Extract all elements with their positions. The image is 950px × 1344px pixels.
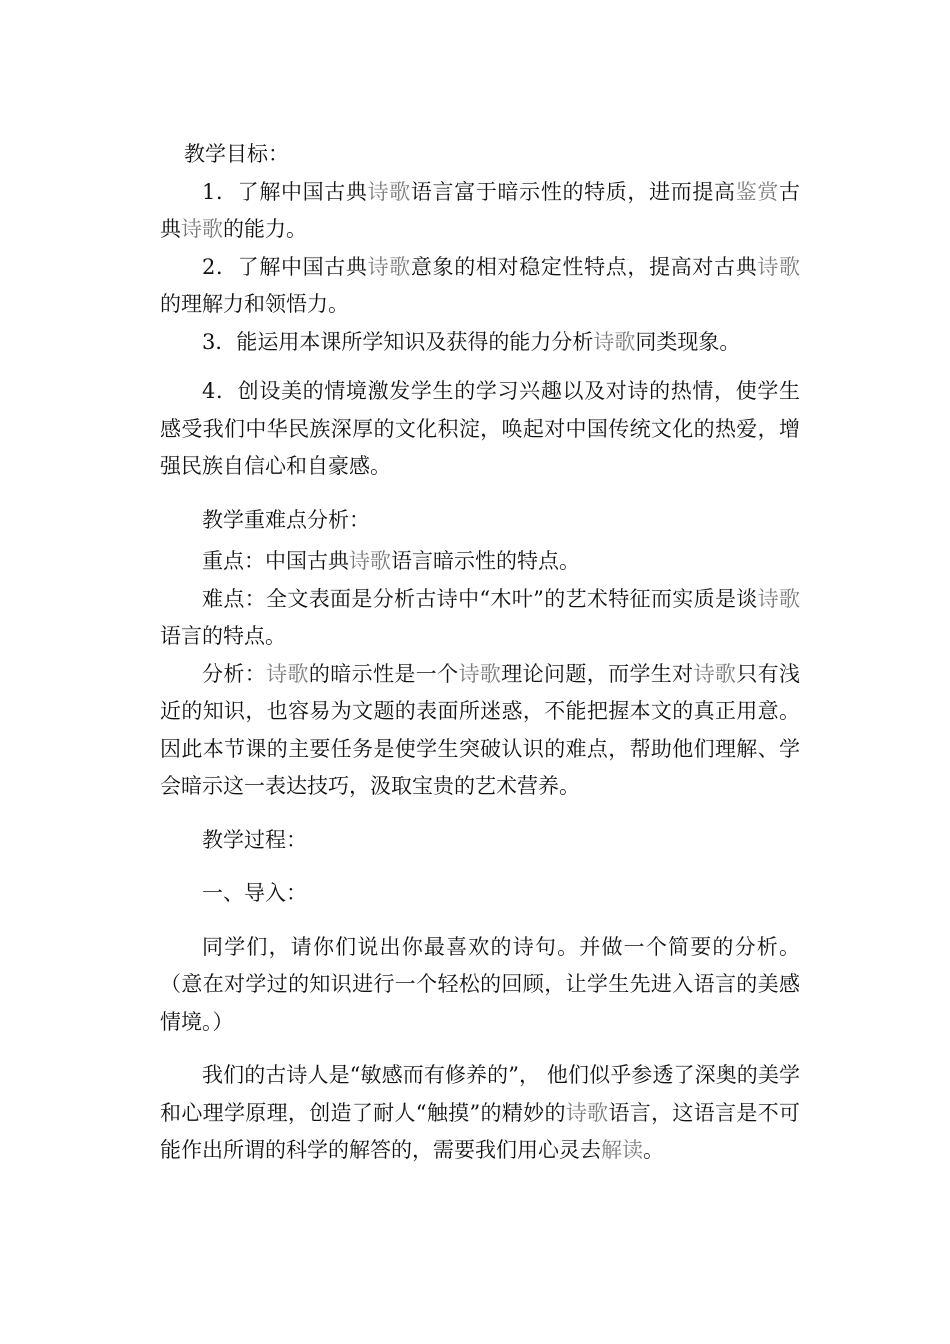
term-link[interactable]: 诗歌 <box>693 661 737 686</box>
text-run: 4．创设美的情境激发学生的学习兴趣以及对诗的热情，使学生感受我们中华民族深厚的文化积淀，唤起对中国传统文化的热爱，增强民族自信心和自豪感。 <box>160 379 800 478</box>
text-run: 同学们，请你们说出你最喜欢的诗句。并做一个简要的分析。（意在对学过的知识进行一个轻松的回顾，让学生先进入语言的美感情境。） <box>160 934 800 1034</box>
key-point <box>160 543 800 581</box>
process-heading: 教学过程： <box>202 827 307 852</box>
term-link[interactable]: 诗歌 <box>181 217 223 241</box>
term-link[interactable]: 诗歌 <box>367 254 411 279</box>
text-run: 意象的相对稳定性特点，提高对古典 <box>410 254 758 279</box>
difficulty-heading: 教学重难点分析： <box>202 507 370 532</box>
text-run: 我们的古诗人是“敏感而有修养的”， 他们似乎参透了深奥的美学和心理学原理，创造了耐人“触摸”的精妙的 <box>160 1063 800 1125</box>
term-link[interactable]: 诗歌 <box>565 1100 609 1125</box>
text-run: 1．了解中国古典 <box>202 179 368 204</box>
term-link[interactable]: 诗歌 <box>757 254 801 279</box>
intro-paragraph <box>160 929 800 1042</box>
text-run: 理论问题，而学生对 <box>501 661 694 686</box>
text-run: 只有浅近的知识，也容易为文题的表面所迷惑，不能把握本文的真正用意。因此本节课的主要任务是使学生突破认识的难点，帮助他们理解、学会暗示这一表达技巧，汲取宝贵的艺术营养。 <box>160 661 801 798</box>
text-run: 。 <box>643 1138 664 1162</box>
text-run: 的能力。 <box>223 217 307 241</box>
term-link[interactable]: 诗歌 <box>458 661 502 686</box>
text-run: 古典 <box>160 179 801 241</box>
goal-1 <box>160 174 800 249</box>
goal-3 <box>160 324 800 362</box>
text-run: 重点：中国古典 <box>202 549 349 573</box>
text-run: 同类现象。 <box>635 329 741 354</box>
term-link[interactable]: 诗歌 <box>757 586 800 611</box>
text-run: 分析： <box>202 661 267 686</box>
hard-point <box>160 581 800 656</box>
text-run: 语言暗示性的特点。 <box>391 549 580 573</box>
term-link[interactable]: 诗歌 <box>266 661 309 686</box>
term-link[interactable]: 解读 <box>601 1138 643 1162</box>
goals-heading: 教学目标： <box>184 142 289 166</box>
goal-2 <box>160 249 800 324</box>
text-run: 2．了解中国古典 <box>202 254 368 279</box>
text-run: 的暗示性是一个 <box>308 661 459 686</box>
text-run: 语言的特点。 <box>160 624 286 648</box>
text-run: 难点：全文表面是分析古诗中“木叶”的艺术特征而实质是谈 <box>202 586 758 611</box>
text-run: 语言，这语言是不可能作出所谓的科学的解答的，需要我们用心灵去 <box>160 1100 801 1162</box>
term-link[interactable]: 诗歌 <box>593 329 636 354</box>
term-link[interactable]: 诗歌 <box>349 549 391 573</box>
text-run: 的理解力和领悟力。 <box>160 292 349 316</box>
text-run: 语言富于暗示性的特质，进而提高 <box>410 179 736 204</box>
text-run: 3．能运用本课所学知识及获得的能力分析 <box>202 329 594 354</box>
intro-heading: 一、导入： <box>202 881 307 905</box>
term-link[interactable]: 诗歌 <box>367 179 411 204</box>
goal-4 <box>160 373 800 486</box>
document-page <box>160 136 800 1170</box>
analysis-paragraph <box>160 656 800 806</box>
closing-paragraph <box>160 1057 800 1170</box>
term-link[interactable]: 鉴赏 <box>735 179 780 204</box>
